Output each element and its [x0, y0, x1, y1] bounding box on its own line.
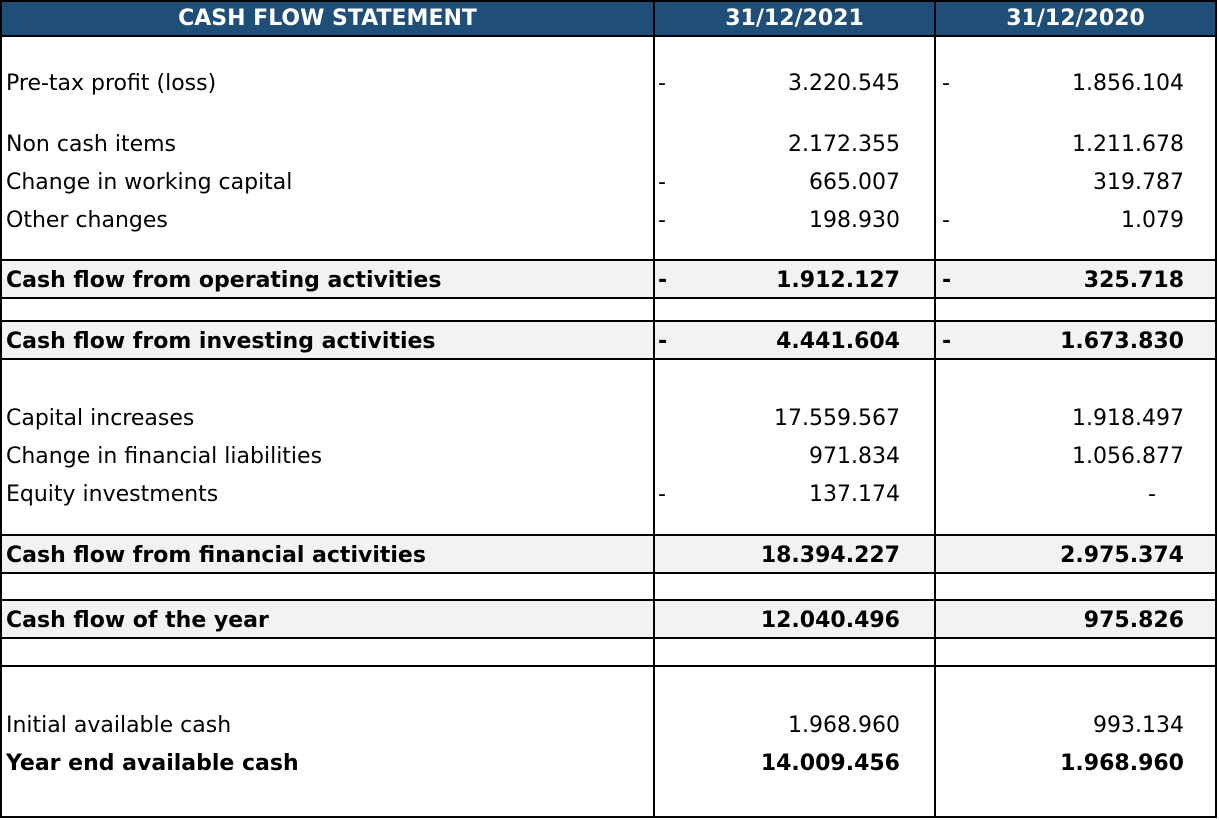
row-label-other-changes: Other changes: [6, 208, 168, 233]
sign-2020: -: [942, 268, 952, 293]
row-label-cash-flow-year: Cash flow of the year: [6, 608, 269, 633]
row-label-year-end-cash: Year end available cash: [6, 751, 299, 776]
column-header-2020: 31/12/2020: [936, 2, 1215, 35]
value-2021: 1.912.127: [776, 268, 900, 293]
value-2020: 1.079: [1121, 208, 1184, 233]
value-2020: -: [1148, 482, 1156, 507]
left-border: [0, 0, 2, 818]
row-label-financial-activities: Cash flow from financial activities: [6, 543, 426, 568]
sign-2020: -: [942, 329, 952, 354]
value-2021: 137.174: [809, 482, 900, 507]
column-header-2021: 31/12/2021: [655, 2, 934, 35]
sign-2021: -: [658, 71, 666, 96]
row-rule: [2, 665, 1217, 667]
value-2020: 1.056.877: [1072, 444, 1184, 469]
value-2021: 18.394.227: [760, 543, 900, 568]
row-rule: [2, 572, 1217, 574]
value-2021: 1.968.960: [788, 713, 900, 738]
value-2021: 971.834: [809, 444, 900, 469]
value-2020: 1.918.497: [1072, 406, 1184, 431]
bottom-border: [2, 816, 1217, 818]
value-2021: 4.441.604: [776, 329, 900, 354]
table-title: CASH FLOW STATEMENT: [2, 2, 653, 35]
sign-2021: -: [658, 268, 668, 293]
value-2020: 1.856.104: [1072, 71, 1184, 96]
header-rule: [2, 35, 1217, 37]
value-2021: 14.009.456: [760, 751, 900, 776]
value-2020: 325.718: [1083, 268, 1184, 293]
value-2021: 665.007: [809, 170, 900, 195]
row-rule: [2, 599, 1217, 601]
value-2021: 12.040.496: [760, 608, 900, 633]
value-2021: 17.559.567: [774, 406, 900, 431]
value-2020: 2.975.374: [1060, 543, 1184, 568]
row-label-working-capital: Change in working capital: [6, 170, 293, 195]
value-2020: 1.968.960: [1060, 751, 1184, 776]
row-label-equity-investments: Equity investments: [6, 482, 219, 507]
value-2021: 2.172.355: [788, 132, 900, 157]
sign-2021: -: [658, 170, 666, 195]
column-divider: [934, 0, 936, 818]
value-2020: 1.211.678: [1072, 132, 1184, 157]
value-2021: 198.930: [809, 208, 900, 233]
top-border: [2, 0, 1217, 2]
row-rule: [2, 297, 1217, 299]
row-label-financial-liabilities: Change in financial liabilities: [6, 444, 323, 469]
column-divider: [653, 0, 655, 818]
sign-2020: -: [942, 71, 950, 96]
value-2021: 3.220.545: [788, 71, 900, 96]
value-2020: 975.826: [1083, 608, 1184, 633]
row-rule: [2, 534, 1217, 536]
row-rule: [2, 320, 1217, 322]
row-label-pretax-profit: Pre-tax profit (loss): [6, 71, 217, 96]
value-2020: 1.673.830: [1060, 329, 1184, 354]
sign-2021: -: [658, 482, 666, 507]
sign-2021: -: [658, 329, 668, 354]
row-label-capital-increases: Capital increases: [6, 406, 195, 431]
sign-2021: -: [658, 208, 666, 233]
row-rule: [2, 358, 1217, 360]
row-label-investing-activities: Cash flow from investing activities: [6, 329, 436, 354]
value-2020: 319.787: [1093, 170, 1184, 195]
value-2020: 993.134: [1093, 713, 1184, 738]
row-label-initial-cash: Initial available cash: [6, 713, 232, 738]
right-border: [1215, 0, 1217, 818]
row-label-operating-activities: Cash flow from operating activities: [6, 268, 442, 293]
row-rule: [2, 637, 1217, 639]
row-label-non-cash-items: Non cash items: [6, 132, 176, 157]
sign-2020: -: [942, 208, 950, 233]
row-rule: [2, 259, 1217, 261]
